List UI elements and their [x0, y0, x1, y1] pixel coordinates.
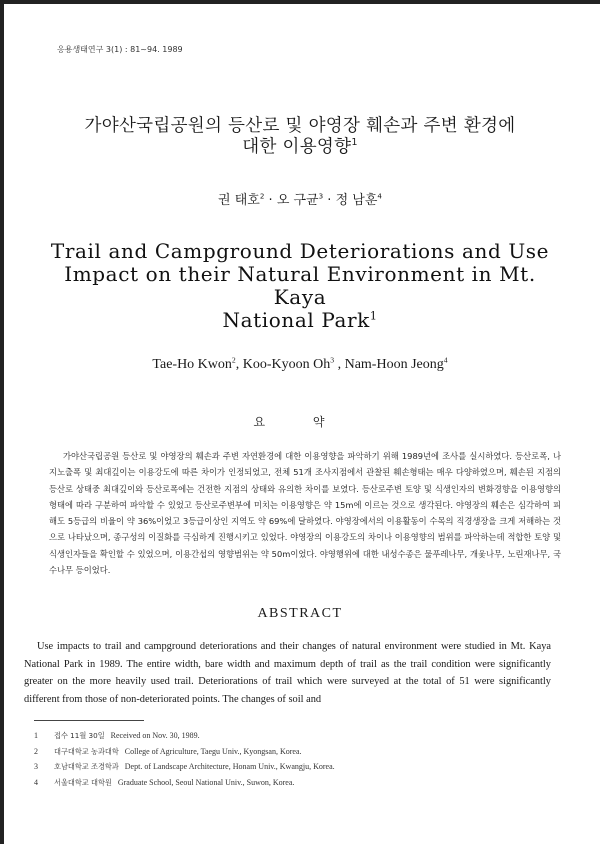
author-ko-separator: ·	[323, 193, 336, 208]
scan-edge-top	[0, 0, 600, 4]
footnote-2-english: College of Agriculture, Taegu Univ., Kyongsan, Korea.	[124, 746, 302, 756]
footnote-1-korean: 접수 11월 30일	[54, 731, 105, 740]
footnote-3-korean: 호남대학교 조경학과	[54, 762, 119, 772]
footnote-4	[34, 775, 554, 791]
authors-korean	[0, 189, 600, 208]
korean-summary-body	[49, 448, 561, 578]
authors-english: Tae-Ho Kwon$^2$, Koo-Kyoon Oh$^3$ , Nam-Hoon Jeong$^4$	[152, 355, 448, 372]
footnote-1	[34, 728, 554, 744]
title-english-line-2: Impact on their Natural Environment in Mt. Kaya	[64, 262, 536, 309]
title-english-footnote-mark: 1	[369, 309, 378, 323]
author-en-1-mark: 2	[231, 355, 236, 365]
footnote-1-english: Received on Nov. 30, 1989.	[110, 731, 200, 740]
abstract-paragraph: Use impacts to trail and campground deteriorations and their changes of natural environment were studied in Mt. Kaya National Park in 1989. The entire width, bare width and maximum depth of trail as the trail condition were significantly greater on the more heavily used trail. Deteriorations of trail which were surveyed at the total of 51 were significantly different from those of non-deteriorated points. The changes of soil and	[24, 641, 551, 705]
footnote-4-korean: 서울대학교 대학원	[54, 777, 112, 787]
title-korean-line-2	[40, 137, 560, 158]
author-en-3-mark: 4	[443, 355, 448, 365]
author-ko-1-mark: 2	[259, 191, 265, 201]
author-en-3: Nam-Hoon Jeong	[344, 357, 444, 372]
korean-summary-heading: 요 약	[253, 415, 347, 429]
footnote-3-english: Dept. of Landscape Architecture, Honam Univ., Kwangju, Korea.	[124, 762, 335, 772]
footnote-1-mark: 1	[34, 731, 38, 740]
title-english	[40, 240, 560, 332]
abstract-heading: ABSTRACT	[257, 606, 343, 621]
title-korean	[40, 116, 560, 158]
title-korean-line-2-text: 대한 이용영향	[242, 137, 352, 157]
footnote-2	[34, 744, 554, 760]
footnote-3-mark: 3	[34, 762, 38, 772]
author-ko-1: 권 태호	[218, 193, 260, 208]
author-ko-2-mark: 3	[318, 191, 324, 201]
author-en-2-mark: 3	[330, 355, 335, 365]
author-ko-separator: ·	[264, 193, 277, 208]
author-en-1: Tae-Ho Kwon	[152, 357, 232, 372]
korean-summary-paragraph: 가야산국립공원 등산로 및 야영장의 훼손과 주변 자연환경에 대한 이용영향을 파악하기 위해 1989년에 조사를 실시하였다. 등산로폭, 나지노출폭 및 최대깊이는 이용강도에 따른 차이가 인정되었고, 전체 51개 조사지점에서 관찰된 훼손형태는 매우 다양하였으며, 훼손된 지점의 등산로 상태중 최대깊이와 등산로폭에는 건전한 지점의 상태와 유의한 차이를 보였다. 등산로주변 토양 및 식생인자의 변화경향을 이용영향의 형태에 따라 구분하여 파악할 수 있었고 등산로주변부에 미치는 이용영향은 약 15m에 이르는 것으로 생각된다. 야영장의 훼손은 심각하여 피해도 5등급의 비율이 약 36%이었고 3등급이상인 지역도 약 69%에 달하였다. 야영장에서의 이용활동이 수목의 직경생장을 크게 저해하는 것으로 나타났으며, 종구성의 이질화를 극심하게 진행시키고 있었다. 야영장의 이용강도의 차이나 이용영향의 범위를 파악하는데 적합한 토양 및 식생인자들을 확인할 수 있었으며, 이용간섭의 영향범위는 약 50m이었다. 야영행위에 대한 내성수종은 물푸레나무, 개옻나무, 노린재나무, 국수나무 등이었다.	[49, 451, 561, 576]
title-english-line-1: Trail and Campground Deteriorations and Use	[50, 239, 550, 263]
footnote-4-mark: 4	[34, 777, 38, 787]
footnote-3	[34, 759, 554, 775]
footnote-4-english: Graduate School, Seoul National Univ., Suwon, Korea.	[117, 777, 295, 787]
author-ko-3-mark: 4	[377, 191, 382, 201]
author-ko-2: 오 구균	[276, 193, 319, 208]
footnote-2-korean: 대구대학교 농과대학	[54, 746, 119, 756]
title-korean-footnote-mark: 1	[351, 137, 358, 149]
footnote-2-mark: 2	[34, 746, 38, 756]
title-english-line-3	[40, 309, 560, 332]
title-english-line-3-text: National Park	[222, 308, 370, 332]
author-ko-3: 정 남훈	[335, 193, 378, 208]
abstract-body	[24, 638, 551, 708]
title-korean-line-1: 가야산국립공원의 등산로 및 야영장 훼손과 주변 환경에	[84, 116, 516, 136]
footnotes	[34, 728, 554, 790]
journal-citation: 응용생태연구 3(1) : 81~94. 1989	[57, 45, 183, 54]
author-en-2: Koo-Kyoon Oh	[242, 357, 331, 372]
footnote-divider	[34, 720, 144, 721]
